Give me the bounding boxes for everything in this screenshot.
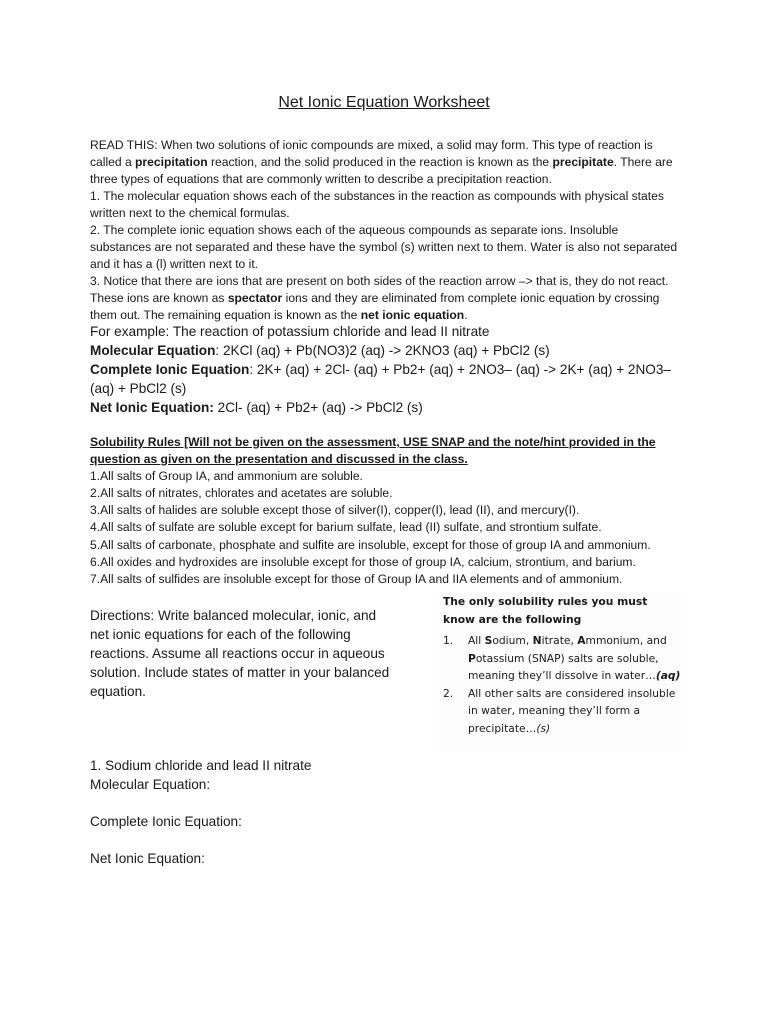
snap-text: itrate, (541, 634, 578, 647)
complete-ionic-equation-label: Complete Ionic Equation: (90, 814, 242, 829)
intro-point-3 (90, 273, 680, 324)
solubility-rule: 7.All salts of sulfides are insoluble except for those of Group IA and IIA elements and of ammonium. (90, 571, 623, 586)
intro-text: . There are three types of equations that are commonly written to describe a precipitation reaction. (90, 155, 673, 187)
intro-text: . (464, 308, 468, 323)
snap-letter: A (577, 634, 586, 647)
snap-text: odium, (492, 634, 533, 647)
solubility-rules-section (90, 434, 690, 588)
snap-text: mmonium, and (585, 634, 667, 647)
snap-note-image (439, 592, 681, 752)
example-equation: : 2KCl (aq) + Pb(NO3)2 (aq) -> 2KNO3 (aq) + PbCl2 (s) (215, 343, 550, 358)
example-label: Molecular Equation (90, 343, 216, 358)
list-number: 2. (443, 686, 454, 700)
intro-text: ions and they are eliminated from complete ionic equation by crossing them out. The remaining equation is known as the (90, 291, 660, 323)
list-number: 1. (443, 634, 454, 647)
example-section (90, 322, 690, 417)
snap-letter: S (484, 634, 493, 647)
intro-paragraph (90, 137, 680, 188)
answer-space (90, 831, 490, 849)
problem-title: 1. Sodium chloride and lead II nitrate (90, 758, 312, 773)
net-ionic-equation-label: Net Ionic Equation: (90, 851, 205, 866)
intro-section (90, 137, 680, 325)
example-intro: For example: The reaction of potassium chloride and lead II nitrate (90, 324, 490, 339)
snap-state: (aq) (655, 669, 681, 682)
snap-letter: N (532, 634, 542, 647)
example-label: Net Ionic Equation: (90, 400, 214, 415)
intro-bold-term: net ionic equation (360, 308, 465, 323)
intro-point-1: 1. The molecular equation shows each of the substances in the reaction as compounds with physical states written next to the chemical formulas. (90, 189, 664, 221)
example-equation: 2Cl- (aq) + Pb2+ (aq) -> PbCl2 (s) (213, 400, 423, 415)
page-title: Net Ionic Equation Worksheet (278, 94, 490, 111)
snap-text: otassium (SNAP) salts are soluble, meaning they’ll dissolve in water… (468, 651, 659, 682)
answer-space (90, 794, 490, 812)
intro-point-2: 2. The complete ionic equation shows each of the aqueous compounds as separate ions. Insoluble substances are not separated and these have the symbol (s) written next to them. Water is also not separated and it has a (l) written next to it. (90, 223, 678, 272)
intro-bold-term: precipitate (552, 155, 614, 170)
solubility-rule: 5.All salts of carbonate, phosphate and sulfite are insoluble, except for those of group IA and ammonium. (90, 537, 651, 552)
snap-note-list (439, 632, 681, 737)
example-label: Complete Ionic Equation (90, 362, 250, 377)
snap-note-item-1 (443, 632, 681, 685)
intro-text: 3. Notice that there are ions that are present on both sides of the reaction arrow –> that is, they do not react. These ions are known as (90, 274, 669, 306)
directions-text: Directions: Write balanced molecular, ionic, and net ionic equations for each of the following reactions. Assume all reactions occur in aqueous solution. Include states of matter in your balanced equation. (90, 608, 390, 699)
snap-note-heading: The only solubility rules you must know are the following (443, 595, 648, 626)
snap-state: (s) (536, 721, 551, 735)
intro-text: reaction, and the solid produced in the reaction is known as the (207, 155, 553, 170)
snap-text: All other salts are considered insoluble in water, meaning they’ll form a precipitate… (468, 686, 676, 735)
example-equation: : 2K+ (aq) + 2Cl- (aq) + Pb2+ (aq) + 2NO3– (aq) -> 2K+ (aq) + 2NO3– (aq) + PbCl2 (s) (90, 362, 671, 396)
example-net-ionic (90, 398, 690, 417)
snap-letter: P (468, 651, 476, 665)
solubility-rules-heading: Solubility Rules [Will not be given on the assessment, USE SNAP and the note/hint provided in the question as given on the presentation and discussed in the class. (90, 435, 656, 467)
molecular-equation-label: Molecular Equation: (90, 777, 211, 792)
solubility-rule: 2.All salts of nitrates, chlorates and acetates are soluble. (90, 486, 393, 501)
solubility-rule: 4.All salts of sulfate are soluble except for barium sulfate, lead (II) sulfate, and strontium sulfate. (90, 520, 602, 535)
solubility-rule: 3.All salts of halides are soluble except those of silver(I), copper(I), lead (II), and mercury(I). (90, 503, 580, 518)
snap-note-item-2 (443, 685, 681, 738)
example-molecular (90, 341, 690, 360)
intro-bold-term: spectator (227, 291, 283, 306)
solubility-rule: 6.All oxides and hydroxides are insoluble except for those of group IA, calcium, strontium, and barium. (90, 554, 636, 569)
intro-bold-term: precipitation (135, 155, 208, 170)
example-complete-ionic (90, 360, 690, 398)
intro-text: READ THIS: When two solutions of ionic compounds are mixed, a solid may form. This type of reaction is called a (90, 138, 653, 170)
snap-text: All (468, 634, 485, 647)
problem-1 (90, 756, 490, 868)
solubility-rule: 1.All salts of Group IA, and ammonium are soluble. (90, 469, 363, 484)
